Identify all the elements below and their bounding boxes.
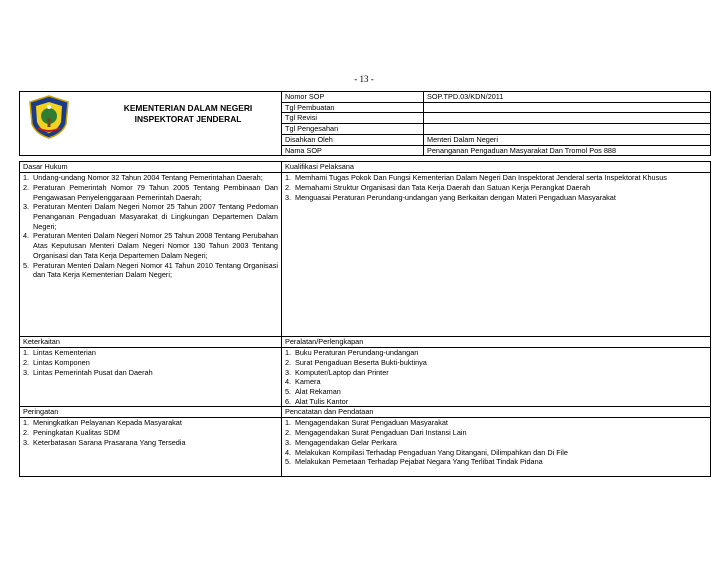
list-item — [23, 348, 278, 358]
list-item-text: Peraturan Pemerintah Nomor 79 Tahun 2005 Tentang Pembinaan Dan Pengawasan Penyelenggaraan Pemerintah Daerah; — [33, 182, 278, 202]
kualifikasi-title: Kualifikasi Pelaksana — [282, 162, 711, 173]
page-number: - 13 - — [354, 74, 374, 84]
ministry-name: KEMENTERIAN DALAM NEGERI — [123, 103, 253, 113]
list-item-number: 3. — [23, 367, 30, 377]
list-item-text: Keterbatasan Sarana Prasarana Yang Tersedia — [33, 437, 186, 447]
list-item — [285, 377, 707, 387]
list-item-text: Undang-undang Nomor 32 Tahun 2004 Tentang Pemerintahan Daerah; — [33, 173, 263, 183]
list-item — [285, 428, 707, 438]
list-item — [23, 183, 278, 202]
sop-header-table — [19, 91, 711, 156]
list-item-text: Memahami Struktur Organisasi dan Tata Kerja Daerah dan Satuan Kerja Perangkat Daerah — [295, 182, 591, 192]
list-item-number: 4. — [285, 377, 292, 387]
list-item-number: 5. — [285, 457, 292, 467]
list-item-text: Alat Tulis Kantor — [295, 396, 349, 406]
list-item-text: Memhami Tugas Pokok Dan Fungsi Kementerian Dalam Negeri Dan Inspektorat Jenderal serta Inspektorat Khusus — [295, 173, 667, 183]
list-item-text: Alat Rekaman — [295, 387, 341, 397]
list-item-text: Meningkatkan Pelayanan Kepada Masyarakat — [33, 418, 182, 428]
list-item — [285, 348, 707, 358]
list-item-number: 1. — [285, 173, 292, 183]
list-item-number: 1. — [23, 348, 30, 358]
list-item-text: Mengagendakan Surat Pengaduan Dari Instansi Lain — [295, 428, 467, 438]
field-label: Nama SOP — [282, 145, 424, 156]
dasar-hukum-list — [23, 173, 278, 280]
list-item-number: 3. — [23, 437, 30, 447]
list-item — [23, 368, 278, 378]
peralatan-cell — [282, 348, 711, 407]
field-label: Disahkan Oleh — [282, 134, 424, 145]
pencatatan-title: Pencatatan dan Pendataan — [282, 407, 711, 418]
list-item-text: Mengagendakan Gelar Perkara — [295, 437, 397, 447]
list-item — [23, 202, 278, 231]
list-item-number: 3. — [285, 437, 292, 447]
field-value: Menteri Dalam Negeri — [424, 134, 711, 145]
list-item-number: 3. — [285, 367, 292, 377]
keterkaitan-cell — [20, 348, 282, 407]
list-item-number: 6. — [285, 396, 292, 406]
field-value — [424, 124, 711, 135]
peringatan-title: Peringatan — [20, 407, 282, 418]
list-item-number: 3. — [23, 202, 30, 212]
list-item — [285, 448, 707, 458]
sop-document — [19, 91, 710, 477]
list-item-number: 5. — [285, 387, 292, 397]
keterkaitan-title: Keterkaitan — [20, 337, 282, 348]
list-item-number: 2. — [23, 357, 30, 367]
field-label: Nomor SOP — [282, 92, 424, 103]
list-item-number: 2. — [23, 182, 30, 192]
list-item — [285, 183, 707, 193]
field-label: Tgl Revisi — [282, 113, 424, 124]
peringatan-cell — [20, 418, 282, 477]
pencatatan-list — [285, 418, 707, 467]
pencatatan-cell — [282, 418, 711, 477]
list-item-text: Menguasai Peraturan Perundang-undangan yang Berkaitan dengan Materi Pengaduan Masyarakat — [295, 192, 616, 202]
field-value — [424, 113, 711, 124]
field-value: Penanganan Pengaduan Masyarakat Dan Tromol Pos 888 — [424, 145, 711, 156]
peralatan-list — [285, 348, 707, 406]
list-item — [23, 438, 278, 448]
kualifikasi-list — [285, 173, 707, 202]
list-item — [285, 438, 707, 448]
list-item — [23, 231, 278, 260]
field-label: Tgl Pengesahan — [282, 124, 424, 135]
list-item — [285, 457, 707, 467]
list-item-text: Surat Pengaduan Beserta Bukti-buktinya — [295, 357, 427, 367]
list-item — [23, 173, 278, 183]
list-item-text: Kamera — [295, 377, 321, 387]
list-item-text: Lintas Komponen — [33, 357, 90, 367]
list-item — [285, 418, 707, 428]
list-item-number: 4. — [285, 447, 292, 457]
list-item — [23, 418, 278, 428]
list-item — [285, 173, 707, 183]
list-item-number: 3. — [285, 192, 292, 202]
list-item-text: Peningkatan Kualitas SDM — [33, 428, 120, 438]
field-value — [424, 102, 711, 113]
kemendagri-emblem-icon — [26, 94, 72, 140]
list-item-number: 1. — [285, 418, 292, 428]
list-item-number: 2. — [23, 428, 30, 438]
ministry-header-cell — [20, 92, 282, 156]
list-item-number: 1. — [23, 418, 30, 428]
list-item-text: Komputer/Laptop dan Printer — [295, 367, 389, 377]
kualifikasi-cell — [282, 173, 711, 337]
list-item-text: Mengagendakan Surat Pengaduan Masyarakat — [295, 418, 448, 428]
dasar-hukum-title: Dasar Hukum — [20, 162, 282, 173]
list-item-number: 2. — [285, 428, 292, 438]
list-item-text: Lintas Kementerian — [33, 348, 96, 358]
keterkaitan-list — [23, 348, 278, 377]
list-item — [285, 397, 707, 407]
dasar-hukum-cell — [20, 173, 282, 337]
list-item — [285, 387, 707, 397]
list-item — [23, 428, 278, 438]
field-label: Tgl Pembuatan — [282, 102, 424, 113]
list-item-text: Melakukan Kompilasi Terhadap Pengaduan Yang Ditangani, Dilimpahkan dan Di File — [295, 447, 568, 457]
list-item-text: Peraturan Menteri Dalam Negeri Nomor 25 Tahun 2008 Tentang Perubahan Atas Keputusan Menteri Dalam Negeri Nomor 130 Tahun 2003 Tentang Organisasi dan Tata Kerja Departemen Dalam Negeri; — [33, 231, 278, 260]
list-item-text: Lintas Pemerintah Pusat dan Daerah — [33, 367, 153, 377]
list-item — [285, 193, 707, 203]
list-item-number: 1. — [23, 173, 30, 183]
sop-body-table — [19, 161, 711, 477]
list-item — [285, 368, 707, 378]
list-item-number: 2. — [285, 357, 292, 367]
list-item-number: 4. — [23, 231, 30, 241]
field-value: SOP.TPD.03/KDN/2011 — [424, 92, 711, 103]
list-item — [23, 358, 278, 368]
list-item-text: Peraturan Menteri Dalam Negeri Nomor 41 Tahun 2010 Tentang Organisasi dan Tata Kerja Kementerian Dalam Negeri; — [33, 260, 278, 280]
list-item-text: Buku Peraturan Perundang-undangan — [295, 348, 419, 358]
list-item-number: 5. — [23, 260, 30, 270]
peringatan-list — [23, 418, 278, 447]
peralatan-title: Peralatan/Perlengkapan — [282, 337, 711, 348]
list-item-number: 1. — [285, 348, 292, 358]
unit-name: INSPEKTORAT JENDERAL — [134, 114, 242, 124]
list-item — [285, 358, 707, 368]
list-item-text: Melakukan Pemetaan Terhadap Pejabat Negara Yang Terlibat Tindak Pidana — [295, 457, 543, 467]
list-item-number: 2. — [285, 182, 292, 192]
list-item-text: Peraturan Menteri Dalam Negeri Nomor 25 Tahun 2007 Tentang Pedoman Penanganan Pengaduan Masyarakat di Lingkungan Departemen Dalam Negeri; — [33, 202, 278, 231]
list-item — [23, 261, 278, 280]
